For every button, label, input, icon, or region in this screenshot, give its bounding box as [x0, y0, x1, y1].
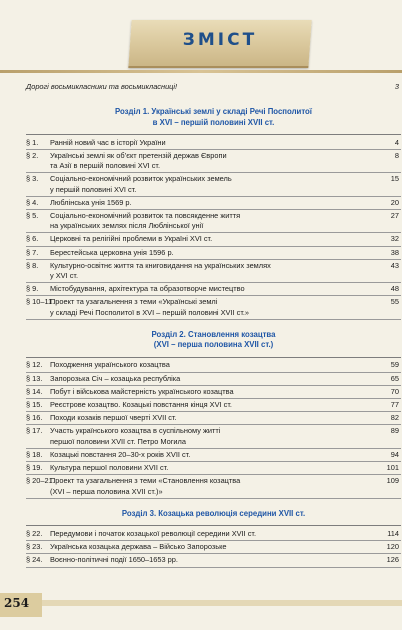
toc-entry-number: § 16. [26, 413, 43, 423]
toc-entry-page: 8 [394, 151, 399, 161]
toc-entry-number: § 2. [26, 151, 39, 161]
toc-entry-page: 94 [390, 449, 399, 459]
toc-entry-page: 109 [386, 476, 399, 486]
toc-entry-title [50, 174, 381, 194]
toc-entry-number: § 20–21. [26, 476, 55, 486]
toc-entry-title-line: у XVI ст. [50, 271, 79, 281]
toc-entry-number: § 17. [26, 426, 43, 436]
toc-entry-title [50, 463, 381, 473]
toc-entry-title [50, 248, 381, 258]
section-heading-line: Розділ 2. Становлення козацтва [151, 329, 276, 339]
section-divider [26, 525, 401, 526]
toc-entry-title-line: Українські землі як об’єкт претензій держав Європи [50, 151, 227, 161]
toc-entry-title [50, 198, 381, 208]
toc-entry[interactable] [26, 261, 401, 283]
toc-entry-page: 48 [390, 284, 399, 294]
toc-entry-title-line: та Азії в першій половині XVI ст. [50, 161, 161, 171]
toc-entry[interactable] [26, 174, 401, 196]
toc-entry-title-line: Участь українського козацтва в суспільному житті [50, 426, 221, 436]
toc-entry-title-line: Українська козацька держава – Військо Запорозьке [50, 542, 227, 552]
toc-entry[interactable] [26, 151, 401, 173]
toc-entry-title-line: Походження українського козацтва [50, 360, 170, 370]
toc-entry-title [50, 234, 381, 244]
toc-entry-title-line: у першій половині XVI ст. [50, 184, 137, 194]
toc-entry-title-line: Проект та узагальнення з теми «Становлення козацтва [50, 476, 241, 486]
footer-band [42, 600, 402, 606]
toc-entry[interactable] [26, 387, 401, 399]
toc-entry-number: § 15. [26, 400, 43, 410]
toc-entry-number: § 9. [26, 284, 39, 294]
toc-entry-page: 65 [390, 373, 399, 383]
section-heading-line: Розділ 3. Козацька революція середини XVII ст. [121, 508, 306, 518]
section-heading-line: в XVI – першій половині XVII ст. [152, 117, 275, 127]
intro-entry[interactable] [26, 82, 401, 92]
toc-entry-title [50, 284, 381, 294]
toc-entry-title-line: Соціально-економічний розвиток українських земель [50, 174, 232, 184]
toc-entry-page: 126 [386, 555, 399, 565]
toc-entry-title-line: Реєстрове козацтво. Козацькі повстання кінця XVI ст. [50, 400, 232, 410]
toc-entry[interactable] [26, 234, 401, 246]
toc-entry-page: 43 [390, 260, 399, 270]
toc-entry[interactable] [26, 413, 401, 425]
toc-entry[interactable] [26, 284, 401, 296]
toc-entry[interactable] [26, 542, 401, 554]
toc-entry[interactable] [26, 198, 401, 210]
toc-entry-title [50, 138, 381, 148]
section-heading-line: Розділ 1. Українські землі у складі Речі Посполитої [114, 107, 313, 117]
toc-entry-title [50, 555, 381, 565]
toc-entry[interactable] [26, 529, 401, 541]
toc-entry-page: 77 [390, 400, 399, 410]
toc-entry-title-line: Козацькі повстання 20–30-х років XVII ст. [50, 449, 191, 459]
toc-entry-number: § 19. [26, 463, 43, 473]
section-heading [26, 330, 401, 351]
toc-entry-number: § 12. [26, 360, 43, 370]
toc-entry-title-line: Проект та узагальнення з теми «Українські землі [50, 297, 218, 307]
toc-entry-title [50, 413, 381, 423]
toc-entry-title-line: Передумови і початок козацької революції середини XVII ст. [50, 528, 257, 538]
toc-entry-number: § 10–11. [26, 297, 55, 307]
toc-entry-page: 70 [390, 386, 399, 396]
toc-entry-page: 15 [390, 174, 399, 184]
toc-entry-title [50, 400, 381, 410]
toc-entry-number: § 5. [26, 211, 39, 221]
toc-entry-title [50, 151, 381, 171]
toc-entry-page: 89 [390, 426, 399, 436]
toc-entry-number: § 8. [26, 260, 39, 270]
toc-entry-page: 4 [394, 137, 399, 147]
toc-entry-page: 55 [390, 297, 399, 307]
section-heading [26, 107, 401, 128]
toc-entry[interactable] [26, 476, 401, 498]
toc-entry-number: § 4. [26, 197, 39, 207]
toc-entry-number: § 22. [26, 528, 43, 538]
section-heading [26, 509, 401, 519]
toc-entry-title-line: першої половини XVII ст. Петро Могила [50, 436, 186, 446]
toc-entry-number: § 7. [26, 247, 39, 257]
toc-entry-number: § 13. [26, 373, 43, 383]
intro-text: Дорогі восьмикласники та восьмикласниці! [26, 82, 178, 91]
toc-entry-title-line: Містобудування, архітектура та образотворче мистецтво [50, 284, 245, 294]
section-divider [26, 357, 401, 358]
page-number: 254 [4, 596, 30, 610]
header-divider [0, 70, 402, 73]
toc-entry-title [50, 387, 381, 397]
page-title: ЗМІСТ [182, 30, 258, 50]
toc-entry-title-line: у складі Речі Посполитої в XVI – першій половині XVII ст.» [50, 307, 250, 317]
toc-entry-title [50, 211, 381, 231]
toc-entry[interactable] [26, 450, 401, 462]
toc-entry-page: 32 [390, 234, 399, 244]
toc-entry[interactable] [26, 248, 401, 260]
toc-entry-number: § 23. [26, 542, 43, 552]
toc-entry-title [50, 542, 381, 552]
toc-entry-title-line: Воєнно-політичні події 1650–1653 рр. [50, 555, 178, 565]
toc-entry[interactable] [26, 374, 401, 386]
toc-entry[interactable] [26, 400, 401, 412]
toc-entry-title-line: Походи козаків першої чверті XVII ст. [50, 413, 177, 423]
toc-entry-number: § 1. [26, 137, 39, 147]
toc-entry-title [50, 360, 381, 370]
toc-entry[interactable] [26, 138, 401, 150]
section-heading-line: (XVI – перша половина XVII ст.) [153, 340, 274, 350]
toc-entry-title-line: Берестейська церковна унія 1596 р. [50, 247, 174, 257]
toc-entry-number: § 6. [26, 234, 39, 244]
toc-entry-number: § 14. [26, 386, 43, 396]
toc-entry-title [50, 297, 381, 317]
section-divider [26, 134, 401, 135]
toc-entry[interactable] [26, 555, 401, 567]
toc-entry-title-line: Побут і військова майстерність українського козацтва [50, 386, 234, 396]
toc-entry-title-line: Соціально-економічний розвиток та повсякденне життя [50, 211, 241, 221]
toc-entry-number: § 3. [26, 174, 39, 184]
toc-entry-title-line: Церковні та релігійні проблеми в Україні XVI ст. [50, 234, 213, 244]
table-of-contents [26, 82, 401, 569]
toc-entry-title [50, 450, 381, 460]
toc-entry-page: 101 [386, 463, 399, 473]
toc-entry[interactable] [26, 463, 401, 475]
toc-entry-page: 27 [390, 211, 399, 221]
toc-entry[interactable] [26, 297, 401, 319]
toc-entry-title-line: Запорозька Січ – козацька республіка [50, 373, 181, 383]
intro-page: 3 [394, 82, 399, 91]
toc-entry-title-line: Культурно-освітнє життя та книговидання на українських землях [50, 260, 271, 270]
toc-entry-title [50, 261, 381, 281]
toc-entry[interactable] [26, 426, 401, 448]
toc-entry-title-line: на українських землях після Люблінської унії [50, 221, 204, 231]
toc-entry-number: § 18. [26, 449, 43, 459]
toc-entry-number: § 24. [26, 555, 43, 565]
toc-entry-title [50, 529, 381, 539]
toc-entry-title [50, 374, 381, 384]
toc-entry-title [50, 426, 381, 446]
toc-entry-page: 38 [390, 247, 399, 257]
toc-entry-title-line: (XVI – перша половина XVII ст.)» [50, 486, 163, 496]
toc-entry-page: 114 [387, 528, 399, 538]
toc-entry-page: 20 [390, 197, 399, 207]
toc-entry-title [50, 476, 381, 496]
toc-entry-page: 59 [390, 360, 399, 370]
toc-entry-title-line: Культура першої половини XVII ст. [50, 463, 169, 473]
toc-entry[interactable] [26, 360, 401, 372]
toc-entry-title-line: Люблінська унія 1569 р. [50, 197, 132, 207]
toc-entry-title-line: Ранній новий час в історії України [50, 137, 166, 147]
toc-entry-page: 120 [386, 542, 399, 552]
toc-entry[interactable] [26, 211, 401, 233]
toc-entry-page: 82 [390, 413, 399, 423]
